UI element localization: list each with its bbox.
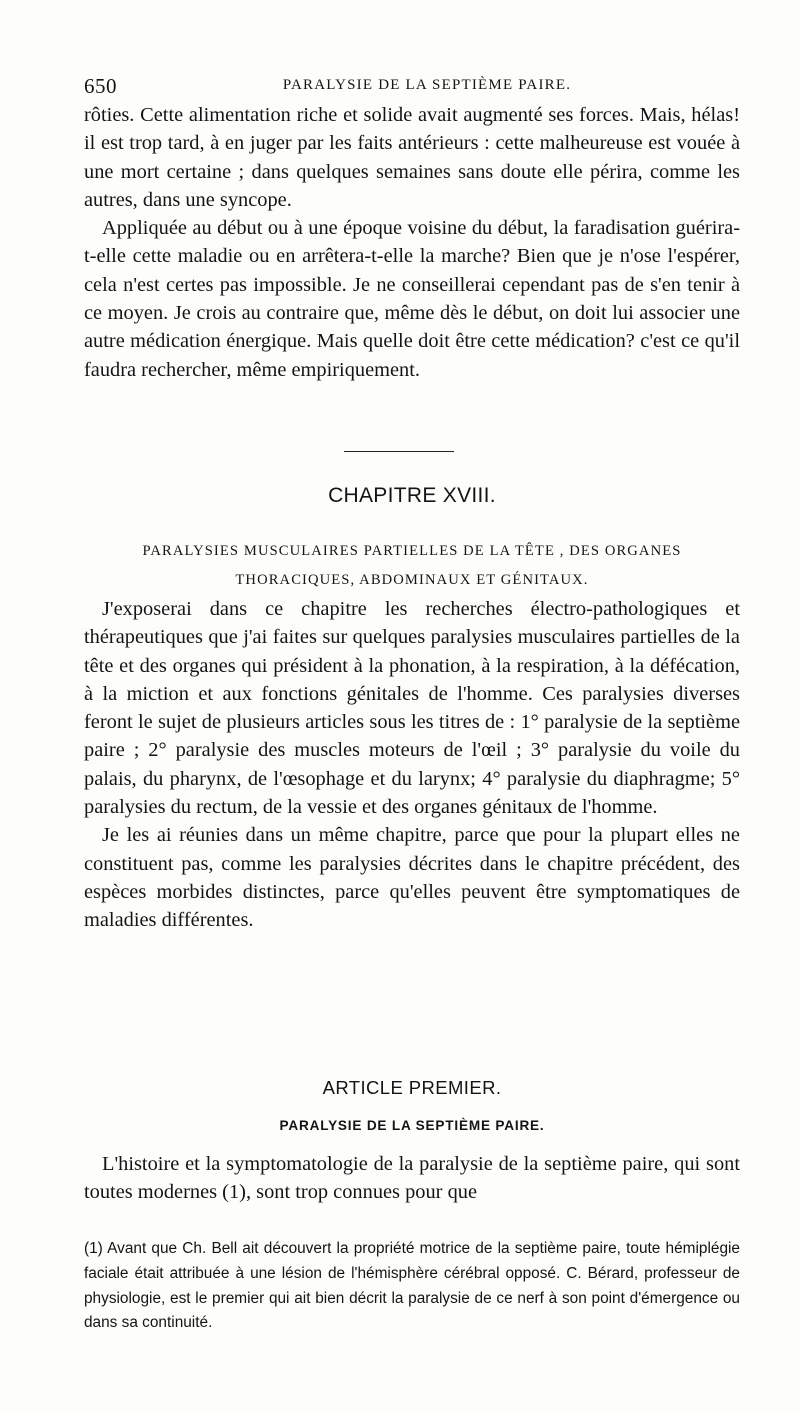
intro-paragraph-2: Appliquée au début ou à une époque voisine du début, la faradisation guérira-t-elle cette maladie ou en arrêtera-t-elle la marche? Bien que je n'ose l'espérer, cela n'est certes pas impossible. Je ne conseillerai cependant pas de s'en tenir à ce moyen. Je crois au contraire que, même dès le début, on doit lui associer une autre médication énergique. Mais quelle doit être cette médication? c'est ce qu'il faudra rechercher, même empiriquement. bbox=[84, 217, 740, 381]
article-paragraph-1: L'histoire et la symptomatologie de la paralysie de la septième paire, qui sont toutes modernes (1), sont trop connues pour que bbox=[84, 1153, 740, 1204]
page-number: 650 bbox=[84, 74, 117, 98]
article-subtitle: PARALYSIE DE LA SEPTIÈME PAIRE. bbox=[279, 1118, 545, 1133]
intro-text bbox=[84, 101, 740, 384]
chapter-body bbox=[84, 595, 740, 935]
chapter-title: CHAPITRE XVIII. bbox=[328, 484, 496, 507]
running-title: PARALYSIE DE LA SEPTIÈME PAIRE. bbox=[282, 77, 572, 93]
article-title: ARTICLE PREMIER. bbox=[322, 1077, 502, 1098]
chapter-subtitle-line-2: THORACIQUES, ABDOMINAUX ET GÉNITAUX. bbox=[235, 572, 589, 588]
running-header bbox=[84, 74, 740, 98]
footnote: (1) Avant que Ch. Bell ait découvert la propriété motrice de la septième paire, toute hémiplégie faciale était attribuée à une lésion de l'hémisphère cérébral opposé. C. Bérard, professeur de physiologie, est le premier qui ait bien décrit la paralysie de ce nerf à son point d'émergence ou dans sa continuité. bbox=[84, 1240, 740, 1332]
chapter-paragraph-1: J'exposerai dans ce chapitre les recherches électro-pathologiques et thérapeutiques que j'ai faites sur quelques paralysies musculaires partielles de la tête et des organes qui président à la phonation, à la respiration, à la défécation, à la miction et aux fonctions génitales de l'homme. Ces paralysies diverses feront le sujet de plusieurs articles sous les titres de : 1° paralysie de la septième paire ; 2° paralysie des muscles moteurs de l'œil ; 3° paralysie du voile du palais, du pharynx, de l'œsophage et du larynx; 4° paralysie du diaphragme; 5° paralysies du rectum, de la vessie et des organes génitaux de l'homme. bbox=[84, 598, 740, 819]
chapter-subtitle bbox=[84, 537, 740, 595]
article-body bbox=[84, 1150, 740, 1207]
chapter-paragraph-2: Je les ai réunies dans un même chapitre, parce que pour la plupart elles ne constituent pas, comme les paralysies décrites dans le chapitre précédent, des espèces morbides distinctes, parce qu'elles peuvent être symptomatiques de maladies différentes. bbox=[84, 824, 740, 932]
intro-paragraph-1: rôties. Cette alimentation riche et solide avait augmenté ses forces. Mais, hélas! il est trop tard, à en juger par les faits antérieurs : cette malheureuse est vouée à une mort certaine ; dans quelques semaines sans doute elle périra, comme les autres, dans une syncope. bbox=[84, 104, 740, 211]
section-divider bbox=[344, 451, 454, 452]
chapter-subtitle-line-1: PARALYSIES MUSCULAIRES PARTIELLES DE LA TÊTE , DES ORGANES bbox=[142, 543, 682, 559]
